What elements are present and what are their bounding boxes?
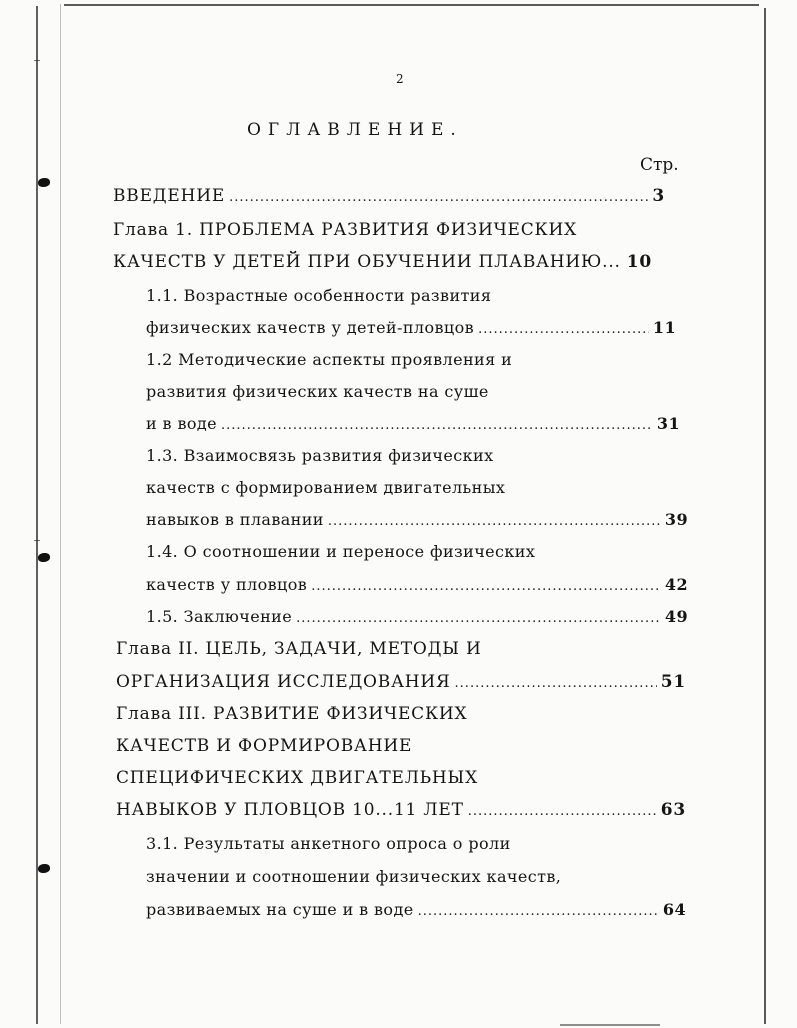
top-border	[64, 4, 759, 6]
toc-entry-label: 1.3. Взаимосвязь развития физических	[146, 446, 494, 465]
toc-entry-label: 1.5. Заключение	[146, 607, 293, 626]
toc-entry-chapter-3-cont3[interactable]	[116, 800, 686, 820]
toc-entry-label: КАЧЕСТВ И ФОРМИРОВАНИЕ	[116, 736, 413, 756]
bottom-border	[560, 1024, 660, 1026]
toc-entry-label: и в воде	[146, 414, 218, 433]
toc-entry-chapter-1-title[interactable]	[113, 220, 577, 240]
toc-title: ОГЛАВЛЕНИЕ.	[247, 120, 463, 140]
toc-page-number: 63	[660, 800, 686, 820]
toc-entry-chapter-1-title-cont[interactable]	[113, 252, 652, 272]
dot-leader	[418, 904, 659, 919]
toc-page-number: 51	[660, 672, 686, 692]
toc-entry-label: СПЕЦИФИЧЕСКИХ ДВИГАТЕЛЬНЫХ	[116, 768, 478, 788]
toc-page-number: 10	[626, 252, 653, 272]
toc-entry-label: НАВЫКОВ У ПЛОВЦОВ 10...11 ЛЕТ	[116, 800, 464, 820]
toc-entry-1-3-cont2[interactable]	[146, 510, 688, 529]
toc-entry-1-2-cont2[interactable]	[146, 414, 680, 433]
toc-entry-3-1-cont[interactable]	[146, 867, 561, 886]
dot-leader	[229, 190, 648, 205]
toc-entry-label: значении и соотношении физических качеств,	[146, 867, 562, 886]
toc-page-number: 42	[664, 575, 688, 594]
toc-entry-label: Глава II. ЦЕЛЬ, ЗАДАЧИ, МЕТОДЫ И	[116, 639, 482, 659]
toc-entry-label: качеств с формированием двигательных	[146, 478, 506, 497]
binding-edge-shadow	[60, 4, 61, 1024]
toc-page-number: 39	[664, 510, 688, 529]
toc-entry-label: 1.4. О соотношении и переносе физических	[146, 542, 536, 561]
dot-leader	[328, 514, 661, 529]
toc-page-number: 11	[652, 318, 676, 337]
toc-entry-1-4[interactable]	[146, 542, 535, 561]
toc-entry-3-1-cont2[interactable]	[146, 900, 686, 919]
toc-entry-1-3[interactable]	[146, 446, 494, 465]
toc-entry-chapter-3-cont[interactable]	[116, 736, 412, 756]
toc-entry-label: навыков в плавании	[146, 510, 324, 529]
toc-entry-chapter-3-cont2[interactable]	[116, 768, 478, 788]
toc-entry-label: качеств у пловцов	[146, 575, 308, 594]
page-number: 2	[396, 72, 404, 86]
toc-entry-label: 1.1. Возрастные особенности развития	[146, 286, 492, 305]
toc-entry-1-1-cont[interactable]	[146, 318, 676, 337]
edge-tick	[34, 540, 40, 541]
binding-edge-line	[36, 6, 38, 1024]
toc-entry-1-4-cont[interactable]	[146, 575, 688, 594]
toc-entry-1-3-cont[interactable]	[146, 478, 505, 497]
toc-entry-label: Глава III. РАЗВИТИЕ ФИЗИЧЕСКИХ	[116, 704, 468, 724]
dot-leader	[221, 418, 653, 433]
toc-entry-chapter-2[interactable]	[116, 639, 482, 659]
punch-hole-mark	[38, 553, 50, 562]
toc-entry-1-1[interactable]	[146, 286, 491, 305]
toc-entry-chapter-3[interactable]	[116, 704, 467, 724]
right-border	[764, 8, 766, 1024]
toc-entry-1-2-cont[interactable]	[146, 382, 489, 401]
toc-entry-1-5[interactable]	[146, 607, 688, 626]
toc-entry-chapter-2-cont[interactable]	[116, 672, 686, 692]
toc-entry-label: развития физических качеств на суше	[146, 382, 489, 401]
dot-leader	[455, 676, 657, 691]
toc-entry-label: Глава 1. ПРОБЛЕМА РАЗВИТИЯ ФИЗИЧЕСКИХ	[113, 220, 578, 240]
dot-leader	[311, 579, 661, 594]
toc-entry-label: КАЧЕСТВ У ДЕТЕЙ ПРИ ОБУЧЕНИИ ПЛАВАНИЮ...	[113, 252, 621, 272]
toc-entry-label: ОРГАНИЗАЦИЯ ИССЛЕДОВАНИЯ	[116, 672, 451, 692]
toc-page-number: 31	[656, 414, 680, 433]
dot-leader	[478, 322, 649, 337]
punch-hole-mark	[38, 178, 50, 187]
dot-leader	[468, 804, 657, 819]
toc-page-number: 3	[652, 186, 665, 206]
toc-page-number: 49	[664, 607, 688, 626]
toc-entry-label: 3.1. Результаты анкетного опроса о роли	[146, 834, 511, 853]
toc-entry-label: физических качеств у детей-пловцов	[146, 318, 475, 337]
toc-entry-label: 1.2 Методические аспекты проявления и	[146, 350, 513, 369]
edge-tick	[34, 60, 40, 61]
toc-page-number: 64	[662, 900, 686, 919]
toc-entry-introduction[interactable]	[113, 186, 665, 206]
dot-leader	[296, 611, 661, 626]
page-column-label: Стр.	[640, 155, 679, 175]
punch-hole-mark	[38, 864, 50, 873]
toc-entry-label: ВВЕДЕНИЕ	[113, 186, 226, 206]
toc-entry-1-2[interactable]	[146, 350, 512, 369]
toc-entry-label: развиваемых на суше и в воде	[146, 900, 414, 919]
toc-entry-3-1[interactable]	[146, 834, 511, 853]
